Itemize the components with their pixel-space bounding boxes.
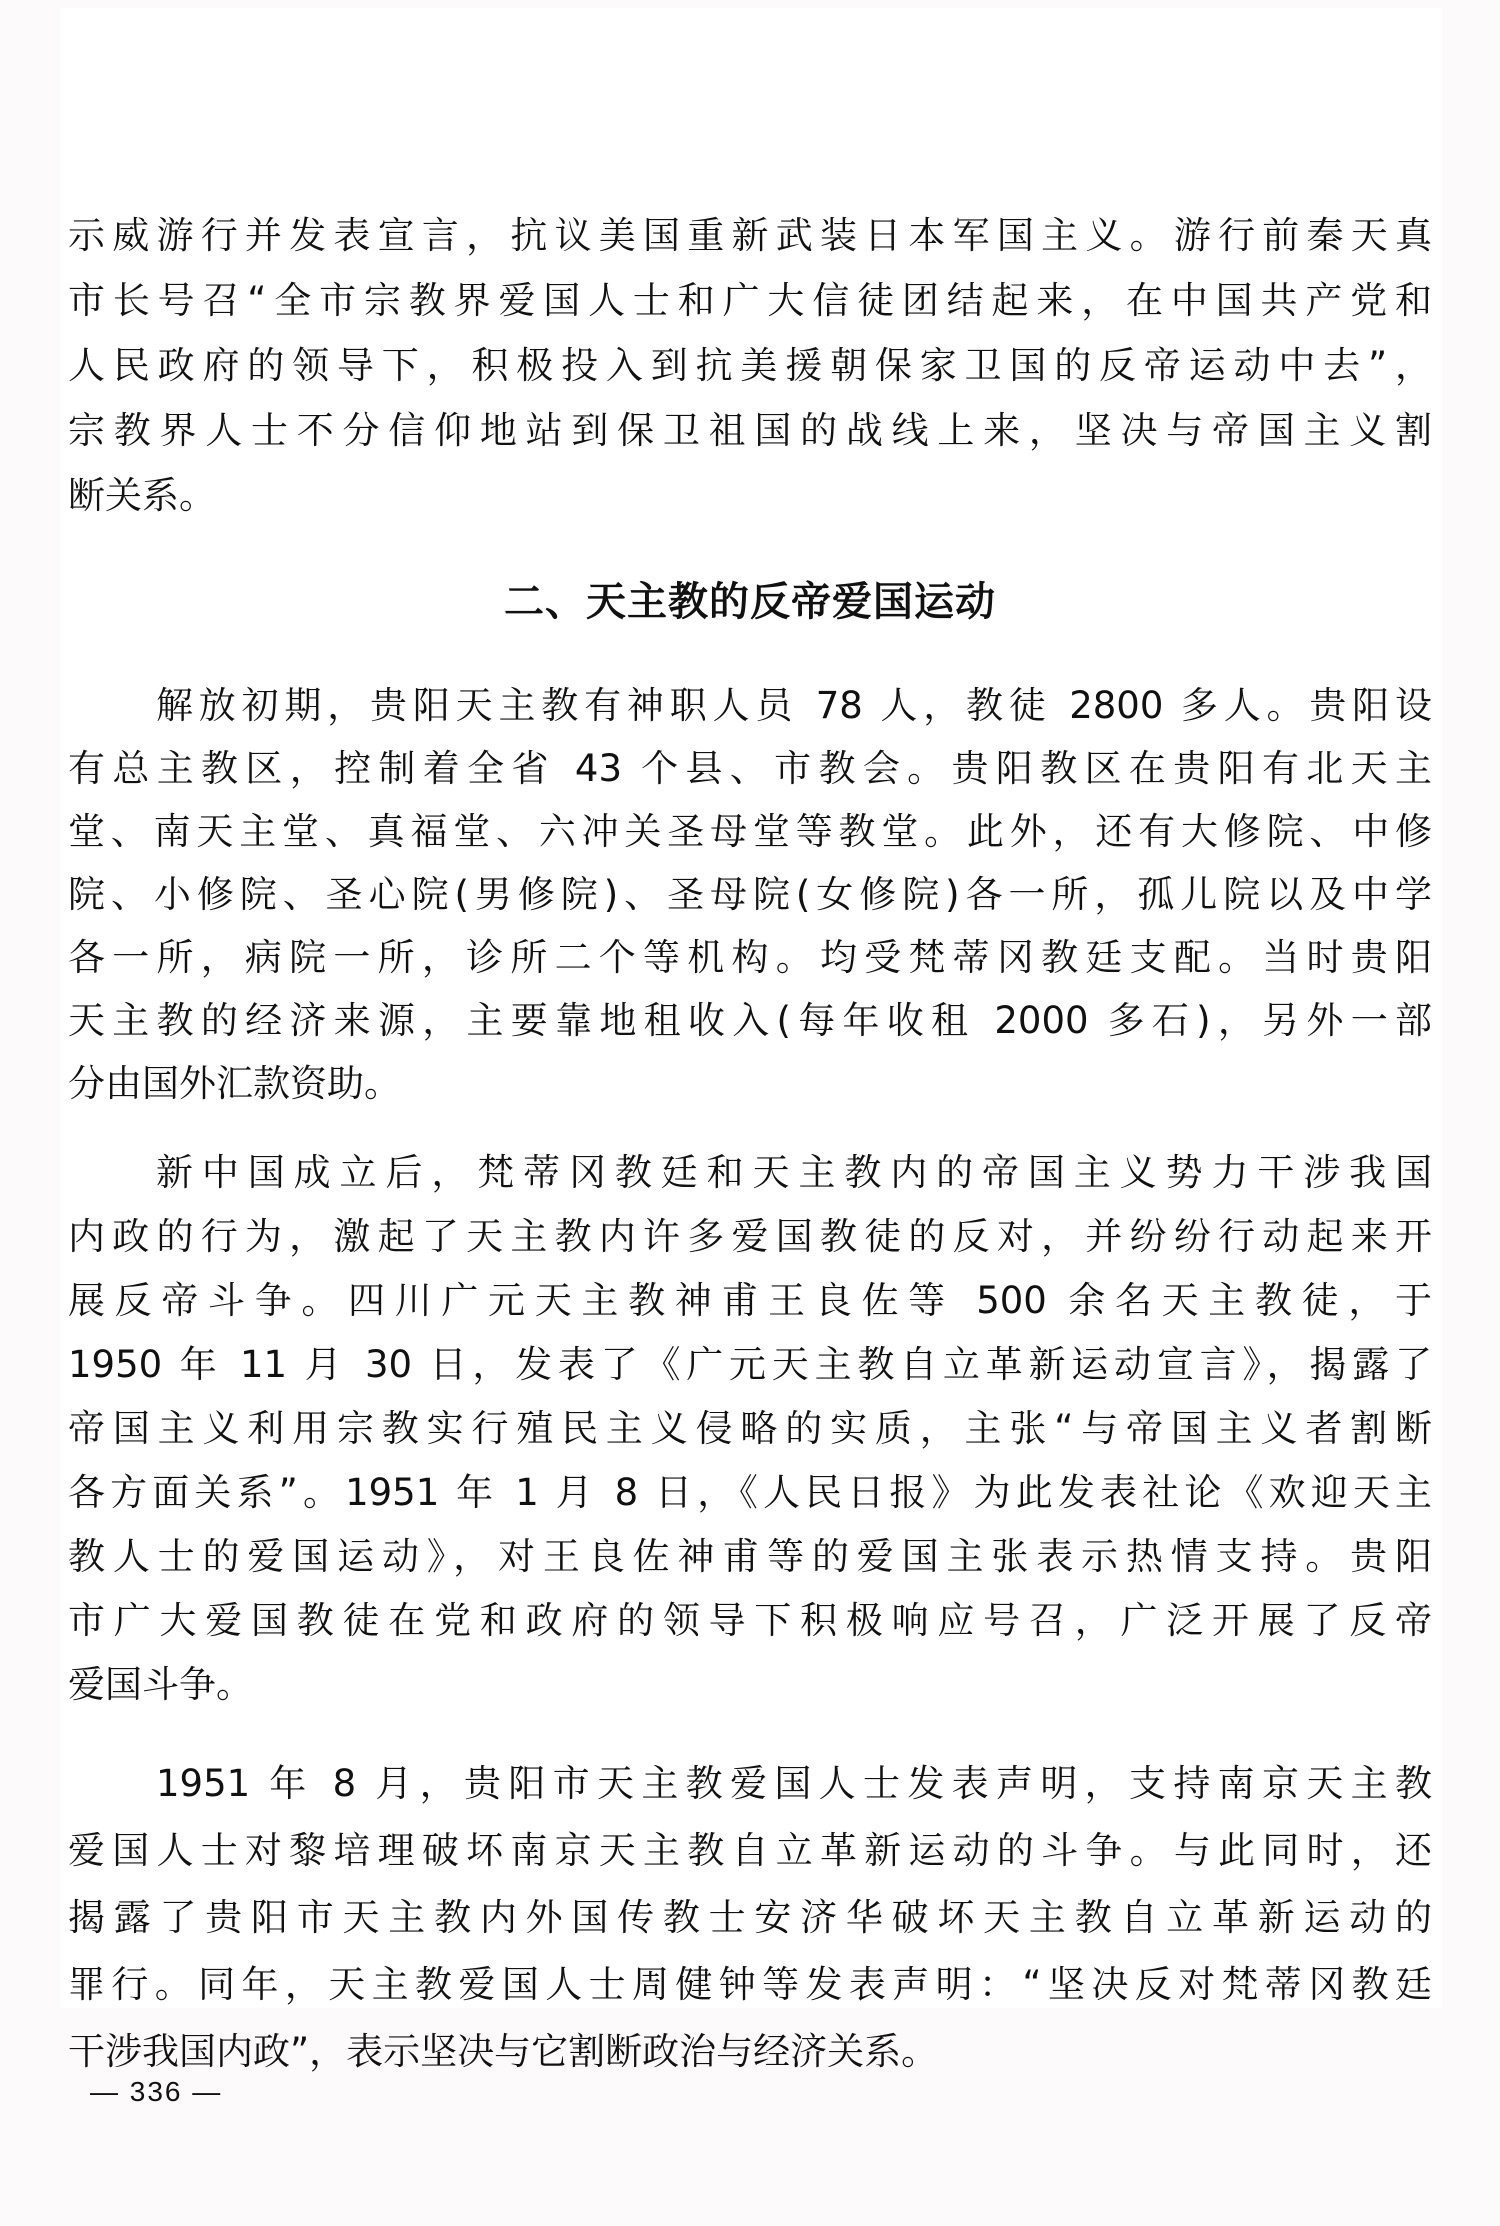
text-line: 市广大爱国教徒在党和政府的领导下积极响应号召，广泛开展了反帝 bbox=[68, 1599, 1432, 1642]
text-line: 帝国主义利用宗教实行殖民主义侵略的实质，主张“与帝国主义者割断 bbox=[68, 1407, 1432, 1450]
text-line: 示威游行并发表宣言，抗议美国重新武装日本军国主义。游行前秦天真 bbox=[68, 214, 1432, 257]
text-line: 各方面关系”。1951 年 1 月 8 日，《人民日报》为此发表社论《欢迎天主 bbox=[68, 1471, 1432, 1514]
page-number: — 336 — bbox=[90, 2076, 223, 2107]
text-line: 分由国外汇款资助。 bbox=[68, 1062, 401, 1105]
text-line: 1950 年 11 月 30 日，发表了《广元天主教自立革新运动宣言》，揭露了 bbox=[68, 1343, 1432, 1386]
text-line: 市长号召“全市宗教界爱国人士和广大信徒团结起来，在中国共产党和 bbox=[68, 279, 1432, 322]
text-line: 各一所，病院一所，诊所二个等机构。均受梵蒂冈教廷支配。当时贵阳 bbox=[68, 936, 1432, 979]
text-line: 解放初期，贵阳天主教有神职人员 78 人，教徒 2800 多人。贵阳设 bbox=[156, 684, 1432, 727]
text-line: 堂、南天主堂、真福堂、六冲关圣母堂等教堂。此外，还有大修院、中修 bbox=[68, 810, 1432, 853]
text-line: 宗教界人士不分信仰地站到保卫祖国的战线上来，坚决与帝国主义割 bbox=[68, 409, 1432, 452]
text-line: 院、小修院、圣心院(男修院)、圣母院(女修院)各一所，孤儿院以及中学 bbox=[68, 873, 1432, 916]
text-line: 人民政府的领导下，积极投入到抗美援朝保家卫国的反帝运动中去”， bbox=[68, 344, 1432, 387]
text-line: 断关系。 bbox=[68, 474, 216, 517]
text-line: 内政的行为，激起了天主教内许多爱国教徒的反对，并纷纷行动起来开 bbox=[68, 1215, 1432, 1258]
text-line: 有总主教区，控制着全省 43 个县、市教会。贵阳教区在贵阳有北天主 bbox=[68, 747, 1432, 790]
text-line: 爱国人士对黎培理破坏南京天主教自立革新运动的斗争。与此同时，还 bbox=[68, 1829, 1432, 1872]
text-line: 干涉我国内政”，表示坚决与它割断政治与经济关系。 bbox=[68, 2030, 939, 2073]
text-line: 爱国斗争。 bbox=[68, 1663, 253, 1706]
text-line: 1951 年 8 月，贵阳市天主教爱国人士发表声明，支持南京天主教 bbox=[156, 1762, 1432, 1805]
text-line: 新中国成立后，梵蒂冈教廷和天主教内的帝国主义势力干涉我国 bbox=[156, 1151, 1432, 1194]
text-line: 教人士的爱国运动》，对王良佐神甫等的爱国主张表示热情支持。贵阳 bbox=[68, 1535, 1432, 1578]
text-line: 天主教的经济来源，主要靠地租收入(每年收租 2000 多石)，另外一部 bbox=[68, 999, 1432, 1042]
section-heading: 二、天主教的反帝爱国运动 bbox=[504, 579, 996, 625]
text-line: 揭露了贵阳市天主教内外国传教士安济华破坏天主教自立革新运动的 bbox=[68, 1896, 1432, 1939]
text-line: 罪行。同年，天主教爱国人士周健钟等发表声明：“坚决反对梵蒂冈教廷 bbox=[68, 1963, 1432, 2006]
text-line: 展反帝斗争。四川广元天主教神甫王良佐等 500 余名天主教徒，于 bbox=[68, 1279, 1432, 1322]
